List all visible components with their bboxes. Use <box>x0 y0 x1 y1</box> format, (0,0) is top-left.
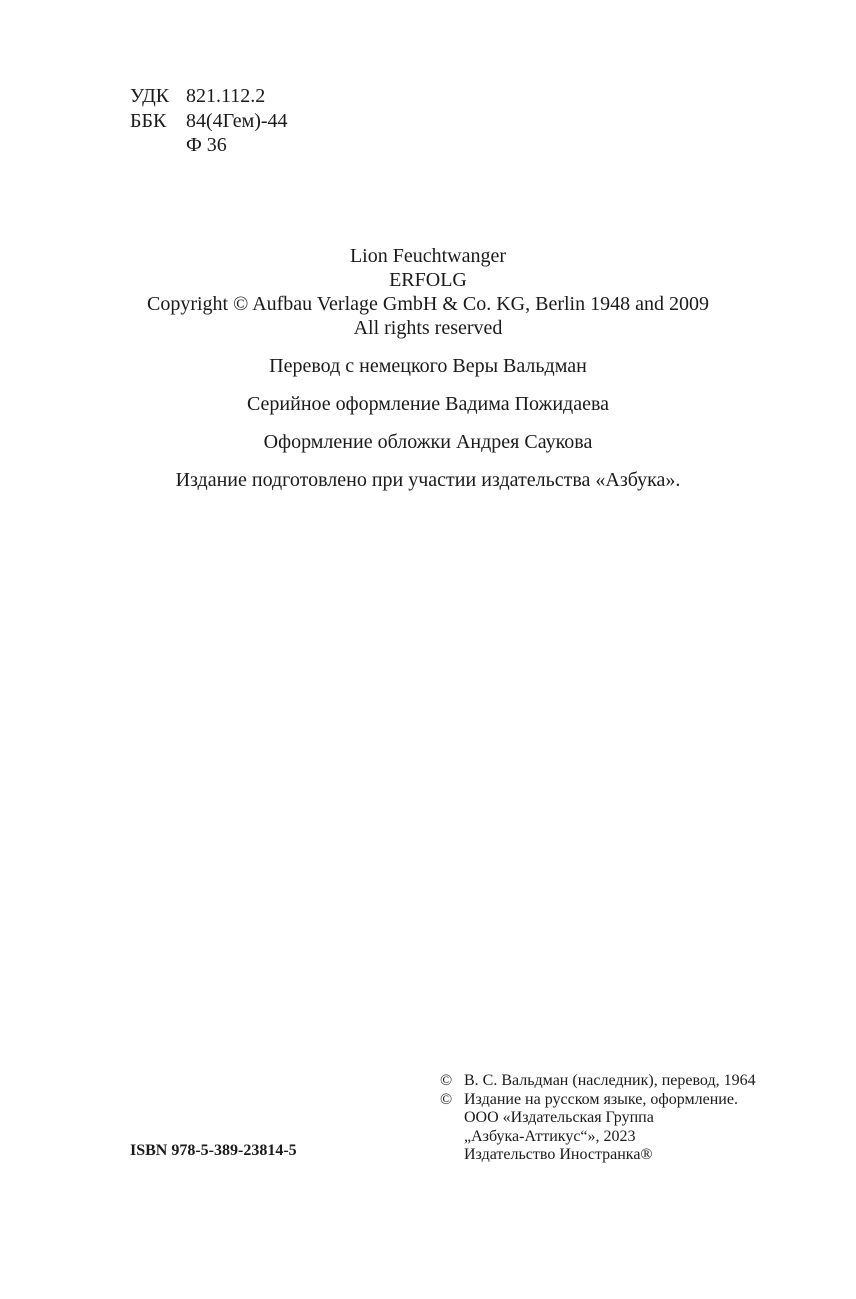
title-credits <box>0 244 856 492</box>
bbk-row <box>130 109 288 134</box>
copyright-symbol: © <box>440 1072 453 1089</box>
edition-copyright-cont <box>440 1109 840 1128</box>
isbn: ISBN 978-5-389-23814-5 <box>130 1142 297 1159</box>
edition-copyright <box>440 1091 840 1110</box>
edition-copyright-cont <box>440 1146 840 1165</box>
edition-copyright-cont <box>440 1128 840 1147</box>
udk-row <box>130 84 288 109</box>
copyright-symbol: © <box>440 1090 453 1108</box>
bbk-label: ББК <box>130 109 167 132</box>
publisher-name-year: „Азбука-Аттикус“», 2023 <box>464 1127 636 1145</box>
translation-copyright-text: В. С. Вальдман (наследник), перевод, 1964 <box>464 1072 756 1089</box>
translation-copyright <box>440 1072 840 1091</box>
rights-notice: All rights reserved <box>353 317 503 339</box>
publisher-group-line: ООО «Издательская Группа <box>464 1109 654 1126</box>
original-title: ERFOLG <box>389 269 467 291</box>
original-author: Lion Feuchtwanger <box>349 245 507 267</box>
series-design-credit: Серийное оформление Вадима Пожидаева <box>246 393 610 415</box>
edition-copyright-text: Издание на русском языке, оформление. <box>464 1090 738 1108</box>
copyright-notices <box>440 1072 840 1165</box>
udk-label: УДК <box>130 85 170 107</box>
publisher-participation: Издание подготовлено при участии издательства «Азбука». <box>175 469 681 491</box>
author-mark-value: Ф 36 <box>186 134 227 156</box>
classification-codes <box>130 84 288 158</box>
translation-credit: Перевод с немецкого Веры Вальдман <box>269 355 587 377</box>
imprint-name: Издательство Иностранка® <box>464 1146 653 1163</box>
author-mark-row <box>130 133 288 158</box>
original-edition-info <box>0 244 856 340</box>
original-copyright: Copyright © Aufbau Verlage GmbH & Co. KG, Berlin 1948 and 2009 <box>147 293 709 315</box>
cover-design-credit: Оформление обложки Андрея Саукова <box>263 431 593 453</box>
bbk-value: 84(4Гем)-44 <box>186 109 288 132</box>
author-mark-label <box>130 133 186 158</box>
udk-value: 821.112.2 <box>186 85 266 107</box>
